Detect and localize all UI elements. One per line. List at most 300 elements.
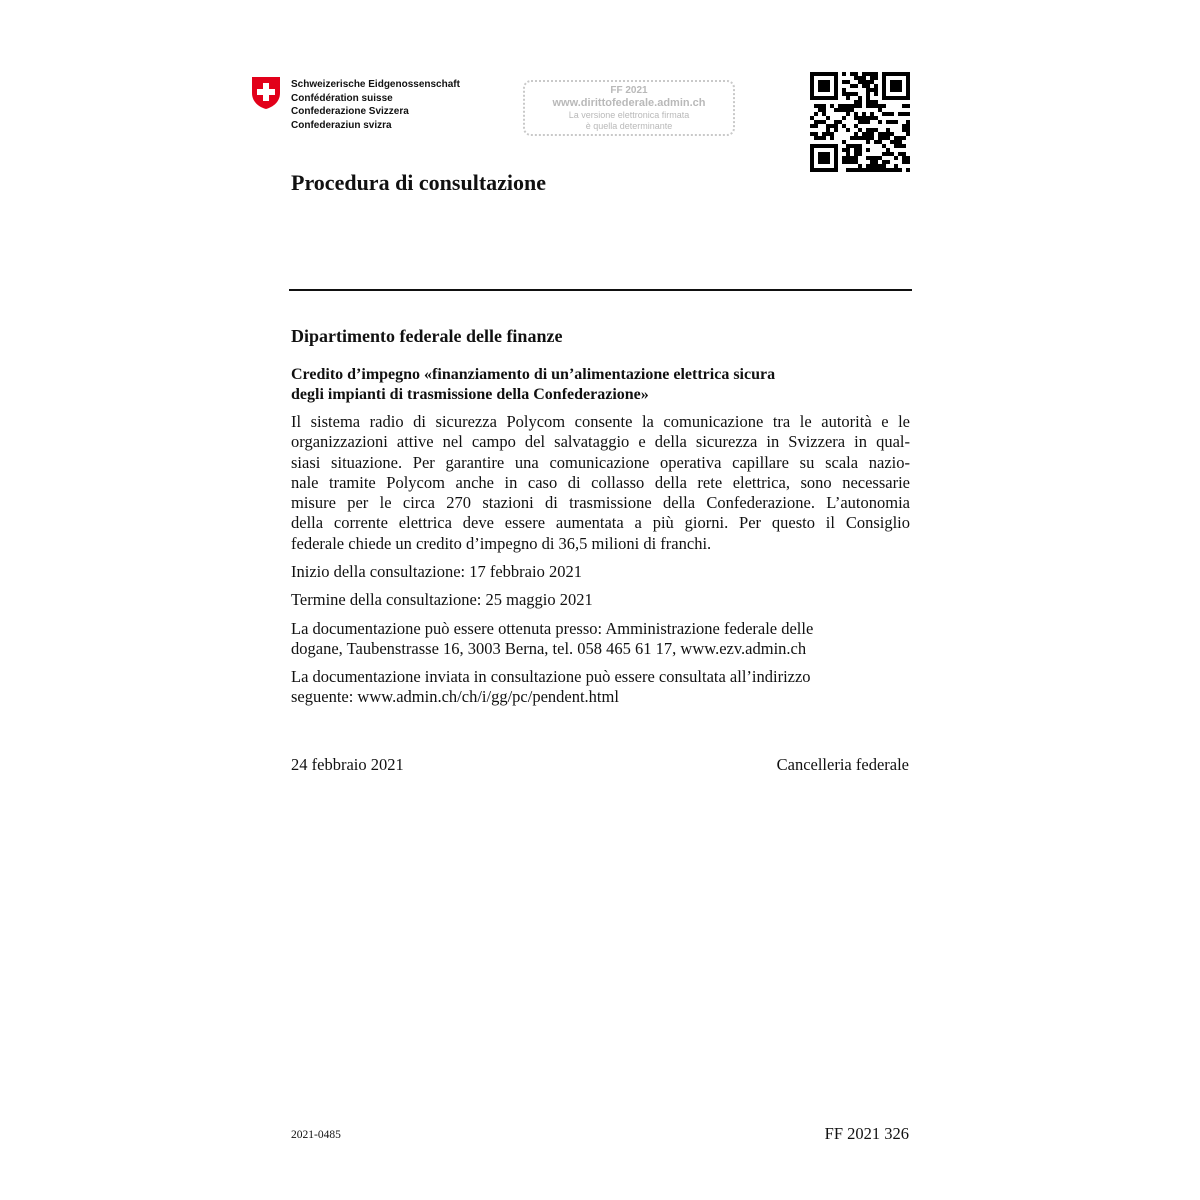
body-paragraph [291, 412, 910, 554]
qr-module [858, 148, 862, 152]
qr-module [818, 80, 822, 84]
qr-module [890, 120, 894, 124]
qr-module [894, 140, 898, 144]
qr-module [866, 72, 870, 76]
qr-module [874, 164, 878, 168]
qr-module [882, 80, 886, 84]
qr-module [834, 76, 838, 80]
qr-module [874, 92, 878, 96]
qr-module [902, 136, 906, 140]
qr-module [894, 80, 898, 84]
qr-module [882, 76, 886, 80]
qr-module [866, 168, 870, 172]
qr-module [858, 100, 862, 104]
qr-module [870, 168, 874, 172]
qr-module [870, 116, 874, 120]
qr-module [874, 88, 878, 92]
qr-module [882, 152, 886, 156]
qr-module [854, 112, 858, 116]
qr-module [834, 168, 838, 172]
qr-module [906, 72, 910, 76]
qr-module [834, 92, 838, 96]
stamp-ff-label: FF 2021 [610, 85, 648, 96]
qr-module [826, 128, 830, 132]
qr-module [870, 104, 874, 108]
qr-module [906, 128, 910, 132]
qr-module [834, 108, 838, 112]
qr-module [890, 72, 894, 76]
qr-module [822, 72, 826, 76]
qr-module [850, 104, 854, 108]
qr-module [822, 120, 826, 124]
qr-module [850, 92, 854, 96]
qr-module [866, 140, 870, 144]
qr-module [854, 100, 858, 104]
qr-module [814, 112, 818, 116]
qr-module [854, 152, 858, 156]
qr-module [882, 104, 886, 108]
qr-module [822, 152, 826, 156]
qr-module [818, 144, 822, 148]
qr-module [858, 128, 862, 132]
qr-module [850, 144, 854, 148]
qr-module [894, 72, 898, 76]
qr-module [846, 160, 850, 164]
qr-module [826, 84, 830, 88]
qr-module [886, 160, 890, 164]
qr-module [846, 96, 850, 100]
qr-module [854, 160, 858, 164]
qr-module [878, 104, 882, 108]
qr-module [870, 136, 874, 140]
qr-module [890, 140, 894, 144]
qr-module [834, 128, 838, 132]
qr-module [846, 92, 850, 96]
online-access-paragraph [291, 667, 910, 708]
qr-module [850, 108, 854, 112]
qr-module [858, 96, 862, 100]
qr-module [810, 92, 814, 96]
qr-module [886, 112, 890, 116]
qr-module [898, 112, 902, 116]
consultation-start: Inizio della consultazione: 17 febbraio 2021 [291, 562, 582, 581]
qr-module [902, 112, 906, 116]
qr-module [822, 96, 826, 100]
qr-module [874, 76, 878, 80]
qr-module [866, 100, 870, 104]
qr-module [902, 160, 906, 164]
qr-module [814, 104, 818, 108]
qr-module [886, 132, 890, 136]
online-access-line: seguente: www.admin.ch/ch/i/gg/pc/pendent.html [291, 687, 619, 707]
qr-module [858, 76, 862, 80]
qr-module [886, 168, 890, 172]
qr-module [830, 136, 834, 140]
qr-module [846, 144, 850, 148]
qr-module [854, 168, 858, 172]
qr-module [854, 84, 858, 88]
qr-module [854, 144, 858, 148]
qr-code-icon [810, 72, 910, 172]
qr-module [850, 156, 854, 160]
qr-module [902, 156, 906, 160]
qr-module [834, 160, 838, 164]
qr-module [810, 76, 814, 80]
qr-module [822, 88, 826, 92]
qr-module [814, 120, 818, 124]
qr-module [822, 144, 826, 148]
stamp-website: www.dirittofederale.admin.ch [552, 97, 706, 109]
qr-module [814, 168, 818, 172]
qr-module [886, 72, 890, 76]
qr-module [822, 80, 826, 84]
documentation-line: La documentazione può essere ottenuta presso: Amministrazione federale delle [291, 619, 814, 638]
qr-module [810, 160, 814, 164]
qr-module [818, 84, 822, 88]
swiss-cross-shield-icon [251, 76, 281, 110]
qr-module [862, 76, 866, 80]
qr-module [850, 136, 854, 140]
qr-module [814, 96, 818, 100]
qr-module [830, 72, 834, 76]
body-line: misure per le circa 270 stazioni di trasmissione della Confederazione. L’autonomia [291, 493, 910, 513]
qr-module [818, 136, 822, 140]
electronic-version-stamp [523, 80, 735, 136]
qr-module [870, 132, 874, 136]
qr-module [886, 128, 890, 132]
qr-module [898, 80, 902, 84]
qr-module [846, 104, 850, 108]
department-heading: Dipartimento federale delle finanze [291, 326, 563, 346]
qr-module [858, 168, 862, 172]
qr-module [822, 84, 826, 88]
qr-module [842, 140, 846, 144]
qr-module [810, 164, 814, 168]
qr-module [834, 120, 838, 124]
qr-module [870, 80, 874, 84]
qr-module [870, 128, 874, 132]
qr-module [882, 164, 886, 168]
qr-module [842, 124, 846, 128]
qr-module [866, 148, 870, 152]
qr-module [858, 80, 862, 84]
qr-module [898, 168, 902, 172]
stamp-note-2: è quella determinante [585, 121, 673, 131]
qr-module [902, 96, 906, 100]
qr-module [834, 144, 838, 148]
qr-module [810, 116, 814, 120]
qr-module [826, 116, 830, 120]
qr-module [882, 136, 886, 140]
qr-module [826, 132, 830, 136]
qr-module [886, 96, 890, 100]
qr-module [854, 116, 858, 120]
qr-module [874, 160, 878, 164]
qr-module [882, 88, 886, 92]
qr-module [830, 168, 834, 172]
qr-module [834, 156, 838, 160]
qr-module [894, 120, 898, 124]
qr-module [866, 156, 870, 160]
qr-module [882, 168, 886, 172]
qr-module [906, 104, 910, 108]
qr-module [866, 96, 870, 100]
qr-module [886, 120, 890, 124]
qr-module [882, 72, 886, 76]
qr-module [822, 108, 826, 112]
qr-module [906, 132, 910, 136]
qr-module [894, 84, 898, 88]
qr-module [870, 160, 874, 164]
qr-module [906, 96, 910, 100]
qr-module [902, 104, 906, 108]
qr-module [830, 144, 834, 148]
qr-module [818, 108, 822, 112]
qr-module [842, 116, 846, 120]
consultation-end: Termine della consultazione: 25 maggio 2021 [291, 590, 593, 609]
qr-module [822, 156, 826, 160]
qr-module [810, 84, 814, 88]
qr-module [818, 168, 822, 172]
qr-module [858, 144, 862, 148]
qr-module [898, 84, 902, 88]
qr-module [870, 76, 874, 80]
qr-module [810, 156, 814, 160]
qr-module [874, 128, 878, 132]
qr-module [906, 88, 910, 92]
subject-line: degli impianti di trasmissione della Confederazione» [291, 386, 649, 403]
qr-module [878, 168, 882, 172]
qr-module [878, 156, 882, 160]
qr-module [862, 80, 866, 84]
qr-module [858, 152, 862, 156]
issuer-name: Cancelleria federale [776, 755, 909, 774]
qr-module [834, 88, 838, 92]
qr-module [862, 132, 866, 136]
qr-module [870, 164, 874, 168]
qr-module [906, 124, 910, 128]
qr-module [882, 96, 886, 100]
qr-module [890, 132, 894, 136]
qr-module [814, 72, 818, 76]
qr-module [862, 116, 866, 120]
qr-module [814, 124, 818, 128]
qr-module [894, 168, 898, 172]
subject-heading [291, 365, 911, 405]
body-line: organizzazioni attive nel campo del salvataggio e della sicurezza in Svizzera in qual- [291, 432, 910, 452]
qr-module [894, 136, 898, 140]
qr-module [866, 84, 870, 88]
qr-module [818, 104, 822, 108]
qr-module [874, 116, 878, 120]
stamp-note-1: La versione elettronica firmata [568, 110, 690, 120]
qr-module [866, 120, 870, 124]
qr-module [826, 152, 830, 156]
ff-reference: FF 2021 326 [824, 1124, 909, 1143]
qr-module [818, 152, 822, 156]
qr-module [886, 148, 890, 152]
qr-module [870, 72, 874, 76]
qr-module [846, 156, 850, 160]
qr-module [850, 168, 854, 172]
page-title: Procedura di consultazione [291, 170, 547, 195]
qr-module [882, 132, 886, 136]
qr-module [902, 128, 906, 132]
body-line: nale tramite Polycom anche in caso di collasso della rete elettrica, sono necessarie [291, 472, 910, 492]
qr-module [830, 132, 834, 136]
qr-module [890, 168, 894, 172]
qr-module [874, 140, 878, 144]
qr-module [834, 84, 838, 88]
qr-module [826, 80, 830, 84]
qr-module [818, 120, 822, 124]
qr-module [906, 120, 910, 124]
qr-module [846, 108, 850, 112]
qr-module [850, 84, 854, 88]
subject-line: Credito d’impegno «finanziamento di un’alimentazione elettrica sicura [291, 366, 776, 383]
qr-module [874, 84, 878, 88]
qr-module [834, 124, 838, 128]
qr-module [898, 140, 902, 144]
qr-module [850, 72, 854, 76]
qr-module [846, 112, 850, 116]
qr-module [814, 136, 818, 140]
qr-module [886, 152, 890, 156]
qr-module [854, 72, 858, 76]
qr-module [838, 108, 842, 112]
qr-module [862, 120, 866, 124]
qr-module [858, 120, 862, 124]
qr-module [826, 124, 830, 128]
qr-module [854, 148, 858, 152]
qr-module [898, 136, 902, 140]
qr-module [854, 136, 858, 140]
qr-module [810, 96, 814, 100]
qr-module [846, 80, 850, 84]
qr-module [902, 124, 906, 128]
qr-module [894, 164, 898, 168]
qr-module [826, 156, 830, 160]
qr-module [882, 92, 886, 96]
qr-module [818, 72, 822, 76]
qr-module [822, 160, 826, 164]
qr-module [838, 120, 842, 124]
qr-module [902, 72, 906, 76]
qr-module [822, 104, 826, 108]
body-line: Il sistema radio di sicurezza Polycom consente la comunicazione tra le autorità e le [291, 412, 910, 431]
qr-module [810, 80, 814, 84]
qr-module [826, 88, 830, 92]
gov-name-rm: Confederaziun svizra [291, 119, 392, 131]
qr-module [842, 148, 846, 152]
qr-module [894, 156, 898, 160]
qr-module [834, 164, 838, 168]
qr-module [866, 88, 870, 92]
qr-module [906, 160, 910, 164]
qr-module [810, 132, 814, 136]
qr-module [866, 92, 870, 96]
qr-module [850, 160, 854, 164]
qr-module [830, 104, 834, 108]
qr-module [818, 88, 822, 92]
qr-module [866, 116, 870, 120]
qr-module [854, 104, 858, 108]
qr-module [842, 80, 846, 84]
qr-module [842, 72, 846, 76]
qr-module [810, 72, 814, 76]
documentation-line: dogane, Taubenstrasse 16, 3003 Berna, tel. 058 465 61 17, www.ezv.admin.ch [291, 639, 807, 659]
qr-module [870, 156, 874, 160]
qr-module [834, 80, 838, 84]
qr-module [862, 136, 866, 140]
qr-module [810, 168, 814, 172]
qr-module [854, 92, 858, 96]
qr-module [878, 108, 882, 112]
qr-module [858, 136, 862, 140]
qr-module [830, 96, 834, 100]
qr-module [874, 156, 878, 160]
qr-module [826, 72, 830, 76]
qr-module [866, 164, 870, 168]
qr-module [898, 72, 902, 76]
qr-module [854, 132, 858, 136]
publication-date: 24 febbraio 2021 [291, 755, 404, 774]
qr-module [822, 168, 826, 172]
qr-module [822, 112, 826, 116]
qr-module [826, 160, 830, 164]
qr-module [874, 100, 878, 104]
qr-module [906, 92, 910, 96]
qr-module [834, 96, 838, 100]
qr-module [882, 112, 886, 116]
qr-module [906, 84, 910, 88]
qr-module [810, 124, 814, 128]
qr-module [890, 88, 894, 92]
qr-module [826, 168, 830, 172]
qr-module [874, 72, 878, 76]
qr-module [818, 156, 822, 160]
qr-module [906, 168, 910, 172]
qr-module [898, 88, 902, 92]
qr-module [814, 132, 818, 136]
qr-module [902, 144, 906, 148]
qr-module [890, 80, 894, 84]
qr-module [878, 140, 882, 144]
qr-module [810, 148, 814, 152]
qr-module [838, 104, 842, 108]
qr-module [858, 116, 862, 120]
qr-module [846, 128, 850, 132]
qr-module [874, 104, 878, 108]
qr-module [894, 96, 898, 100]
qr-module [870, 100, 874, 104]
body-line: della corrente elettrica deve essere aumentata a più giorni. Per questo il Consiglio [291, 513, 910, 533]
online-access-line: La documentazione inviata in consultazione può essere consultata all’indirizzo [291, 667, 811, 686]
qr-module [906, 156, 910, 160]
qr-module [810, 144, 814, 148]
qr-module [866, 80, 870, 84]
qr-module [842, 104, 846, 108]
qr-module [894, 144, 898, 148]
qr-module [834, 72, 838, 76]
qr-module [878, 164, 882, 168]
qr-module [902, 152, 906, 156]
body-line: federale chiede un credito d’impegno di 36,5 milioni di franchi. [291, 533, 712, 553]
title-divider [289, 289, 912, 291]
qr-module [874, 168, 878, 172]
qr-module [882, 84, 886, 88]
qr-module [898, 144, 902, 148]
